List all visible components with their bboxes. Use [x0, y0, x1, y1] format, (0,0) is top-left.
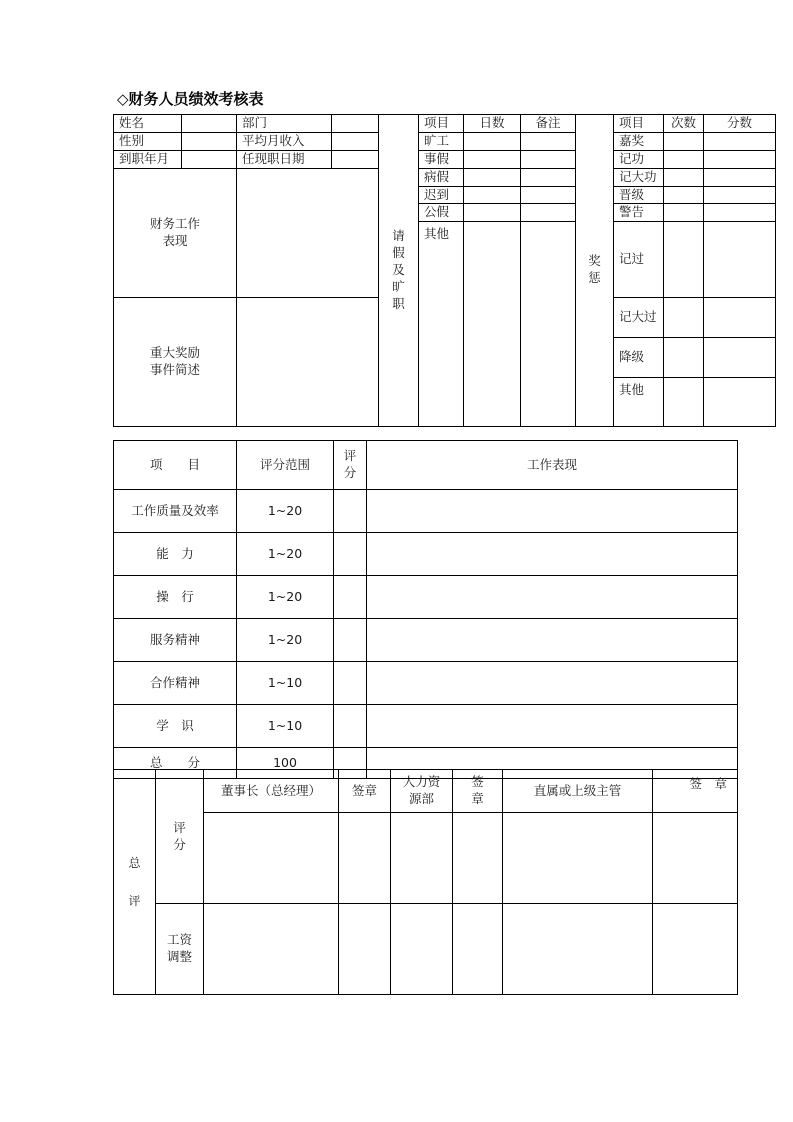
scoring-item-knowledge: 学 识	[114, 705, 237, 748]
reward-times-other[interactable]	[664, 377, 704, 426]
value-avg-income[interactable]	[332, 132, 379, 150]
value-join-date[interactable]	[182, 150, 237, 168]
leave-remark-personal[interactable]	[521, 150, 576, 168]
reward-label-char-1: 惩	[588, 270, 601, 286]
scoring-table	[113, 440, 738, 779]
header-hr	[391, 770, 453, 813]
work-performance-label	[114, 168, 237, 297]
scoring-item-total: 总 分	[114, 748, 237, 779]
header-chairman-sign: 签章	[339, 770, 391, 813]
leave-remark-official[interactable]	[521, 204, 576, 222]
scoring-performance-conduct[interactable]	[367, 576, 738, 619]
score-value-chairman-sign[interactable]	[339, 813, 391, 904]
scoring-performance-cooperation[interactable]	[367, 662, 738, 705]
header-hr-line-0: 人力资	[402, 774, 441, 790]
reward-times-great-merit[interactable]	[664, 168, 704, 186]
leave-header-remark: 备注	[521, 115, 576, 133]
salary-adjust-label-line-0: 工资	[166, 932, 192, 948]
table-row	[114, 619, 738, 662]
table-row	[114, 490, 738, 533]
salary-adjust-label	[156, 904, 204, 995]
header-hr-sign	[453, 770, 503, 813]
scoring-performance-quality[interactable]	[367, 490, 738, 533]
leave-item-late: 迟到	[419, 186, 464, 204]
salary-value-supervisor-sign[interactable]	[653, 904, 738, 995]
summary-signature-table	[113, 769, 738, 995]
leave-days-sick[interactable]	[464, 168, 521, 186]
value-current-post-date[interactable]	[332, 150, 379, 168]
scoring-score-ability[interactable]	[334, 533, 367, 576]
scoring-performance-service[interactable]	[367, 619, 738, 662]
reward-score-great-merit[interactable]	[704, 168, 776, 186]
leave-item-personal: 事假	[419, 150, 464, 168]
table-row	[114, 115, 776, 133]
scoring-score-cooperation[interactable]	[334, 662, 367, 705]
leave-header-item: 项目	[419, 115, 464, 133]
value-gender[interactable]	[182, 132, 237, 150]
scoring-item-service: 服务精神	[114, 619, 237, 662]
scoring-header-item: 项 目	[114, 441, 237, 490]
table-row	[114, 441, 738, 490]
page-title: ◇财务人员绩效考核表	[117, 90, 264, 108]
scoring-item-conduct: 操 行	[114, 576, 237, 619]
table-row	[114, 770, 738, 813]
reward-times-warning[interactable]	[664, 204, 704, 222]
leave-remark-absent[interactable]	[521, 132, 576, 150]
scoring-score-service[interactable]	[334, 619, 367, 662]
scoring-range-conduct: 1~20	[237, 576, 334, 619]
label-avg-income: 平均月收入	[237, 132, 332, 150]
major-award-label-line-1: 事件简述	[149, 361, 200, 377]
header-supervisor: 直属或上级主管	[503, 770, 653, 813]
leave-days-other[interactable]	[464, 222, 521, 426]
table-row	[114, 904, 738, 995]
scoring-header-performance: 工作表现	[367, 441, 738, 490]
leave-remark-sick[interactable]	[521, 168, 576, 186]
major-award-label-line-0: 重大奖励	[149, 344, 200, 360]
reward-times-merit[interactable]	[664, 150, 704, 168]
scoring-range-total: 100	[237, 748, 334, 779]
table-row	[114, 533, 738, 576]
scoring-item-quality: 工作质量及效率	[114, 490, 237, 533]
reward-times-promotion[interactable]	[664, 186, 704, 204]
salary-value-hr-sign[interactable]	[453, 904, 503, 995]
major-award-value[interactable]	[237, 297, 379, 426]
reward-item-commend: 嘉奖	[614, 132, 664, 150]
work-performance-label-line-0: 财务工作	[149, 215, 200, 231]
reward-item-other: 其他	[614, 377, 664, 426]
header-supervisor-sign: 签 章	[653, 770, 738, 813]
reward-score-merit[interactable]	[704, 150, 776, 168]
scoring-performance-ability[interactable]	[367, 533, 738, 576]
table-row	[114, 168, 776, 186]
reward-times-demerit[interactable]	[664, 222, 704, 297]
overall-label-char-1: 评	[128, 894, 141, 908]
scoring-header-score-char-1: 分	[343, 465, 357, 480]
salary-value-hr[interactable]	[391, 904, 453, 995]
reward-vertical-label	[576, 115, 614, 427]
table-row	[114, 813, 738, 904]
value-name[interactable]	[182, 115, 237, 133]
table-row	[114, 705, 738, 748]
label-gender: 性别	[114, 132, 182, 150]
scoring-header-range: 评分范围	[237, 441, 334, 490]
reward-header-times: 次数	[664, 115, 704, 133]
table-row	[114, 132, 776, 150]
leave-days-official[interactable]	[464, 204, 521, 222]
score-value-supervisor-sign[interactable]	[653, 813, 738, 904]
leave-label-char-4: 职	[392, 295, 405, 311]
reward-score-promotion[interactable]	[704, 186, 776, 204]
label-department: 部门	[237, 115, 332, 133]
header-chairman: 董事长（总经理）	[204, 770, 339, 813]
reward-item-demerit: 记过	[614, 222, 664, 297]
scoring-score-knowledge[interactable]	[334, 705, 367, 748]
scoring-score-quality[interactable]	[334, 490, 367, 533]
reward-times-commend[interactable]	[664, 132, 704, 150]
header-hr-sign-line-1: 章	[471, 791, 484, 806]
reward-times-great-demerit[interactable]	[664, 297, 704, 337]
work-performance-value[interactable]	[237, 168, 379, 297]
header-hr-sign-line-0: 签	[471, 774, 484, 790]
leave-header-days: 日数	[464, 115, 521, 133]
leave-days-absent[interactable]	[464, 132, 521, 150]
summary-score-label	[156, 770, 204, 904]
scoring-range-ability: 1~20	[237, 533, 334, 576]
leave-item-official: 公假	[419, 204, 464, 222]
employee-info-table	[113, 114, 776, 427]
salary-adjust-label-line-1: 调整	[166, 949, 192, 964]
reward-score-great-demerit[interactable]	[704, 297, 776, 337]
scoring-range-service: 1~20	[237, 619, 334, 662]
reward-times-demotion[interactable]	[664, 337, 704, 377]
leave-label-char-0: 请	[392, 228, 405, 244]
overall-label-char-0: 总	[128, 855, 141, 870]
leave-days-late[interactable]	[464, 186, 521, 204]
reward-item-promotion: 晋级	[614, 186, 664, 204]
scoring-header-score-char-0: 评	[343, 448, 357, 464]
leave-item-other: 其他	[419, 222, 464, 426]
salary-value-supervisor[interactable]	[503, 904, 653, 995]
scoring-header-score	[334, 441, 367, 490]
header-hr-line-1: 源部	[408, 791, 434, 806]
reward-score-demotion[interactable]	[704, 337, 776, 377]
table-row	[114, 150, 776, 168]
scoring-score-conduct[interactable]	[334, 576, 367, 619]
score-value-supervisor[interactable]	[503, 813, 653, 904]
reward-header-item: 项目	[614, 115, 664, 133]
reward-item-demotion: 降级	[614, 337, 664, 377]
overall-label	[114, 770, 156, 995]
leave-item-absent: 旷工	[419, 132, 464, 150]
salary-value-chairman[interactable]	[204, 904, 339, 995]
score-value-chairman[interactable]	[204, 813, 339, 904]
scoring-item-cooperation: 合作精神	[114, 662, 237, 705]
reward-item-great-demerit: 记大过	[614, 297, 664, 337]
summary-score-label-char-0: 评	[173, 819, 186, 835]
leave-label-char-1: 假	[392, 245, 405, 260]
major-award-label	[114, 297, 237, 426]
reward-score-warning[interactable]	[704, 204, 776, 222]
reward-header-score: 分数	[704, 115, 776, 133]
score-value-hr-sign[interactable]	[453, 813, 503, 904]
salary-value-chairman-sign[interactable]	[339, 904, 391, 995]
leave-remark-late[interactable]	[521, 186, 576, 204]
table-row	[114, 576, 738, 619]
leave-item-sick: 病假	[419, 168, 464, 186]
label-join-date: 到职年月	[114, 150, 182, 168]
scoring-performance-knowledge[interactable]	[367, 705, 738, 748]
label-current-post-date: 任现职日期	[237, 150, 332, 168]
reward-item-merit: 记功	[614, 150, 664, 168]
leave-label-char-2: 及	[392, 261, 405, 277]
value-department[interactable]	[332, 115, 379, 133]
leave-days-personal[interactable]	[464, 150, 521, 168]
reward-label-char-0: 奖	[588, 253, 601, 269]
summary-score-label-char-1: 分	[173, 836, 186, 852]
scoring-range-quality: 1~20	[237, 490, 334, 533]
reward-score-commend[interactable]	[704, 132, 776, 150]
scoring-range-knowledge: 1~10	[237, 705, 334, 748]
leave-vertical-label	[379, 115, 419, 427]
leave-remark-other[interactable]	[521, 222, 576, 426]
table-row	[114, 662, 738, 705]
reward-item-great-merit: 记大功	[614, 168, 664, 186]
score-value-hr[interactable]	[391, 813, 453, 904]
reward-item-warning: 警告	[614, 204, 664, 222]
leave-label-char-3: 旷	[392, 278, 405, 294]
work-performance-label-line-1: 表现	[162, 232, 188, 248]
scoring-range-cooperation: 1~10	[237, 662, 334, 705]
reward-score-other[interactable]	[704, 377, 776, 426]
label-name: 姓名	[114, 115, 182, 133]
scoring-item-ability: 能 力	[114, 533, 237, 576]
reward-score-demerit[interactable]	[704, 222, 776, 297]
